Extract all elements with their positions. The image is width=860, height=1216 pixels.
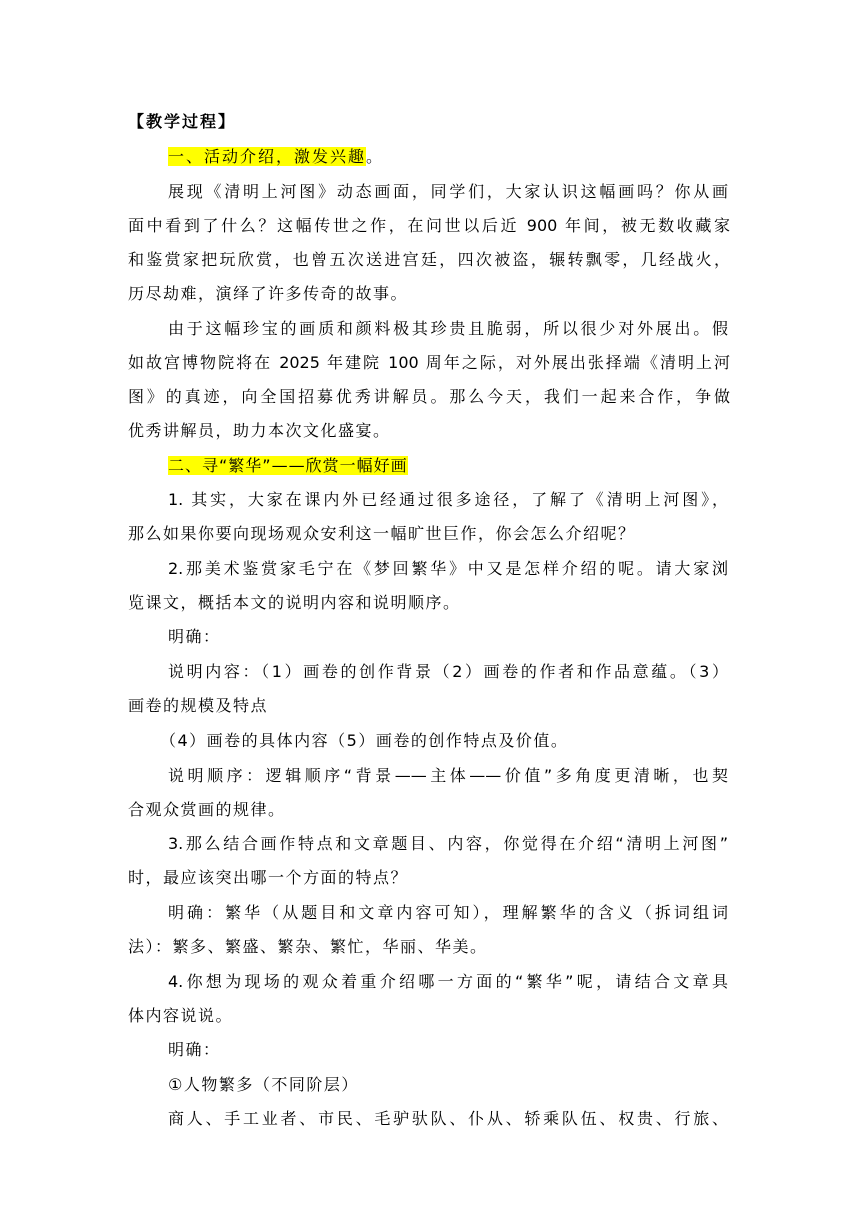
paragraph-line: 历尽劫难，演绎了许多传奇的故事。 [128, 284, 409, 303]
answer-line: 说明顺序：逻辑顺序“背景——主体——价值”多角度更清晰，也契 [168, 766, 728, 785]
list-item: ①人物繁多（不同阶层） [168, 1075, 359, 1094]
answer-line: 画卷的规模及特点 [128, 696, 269, 715]
answer-line: 说明内容：（1）画卷的创作背景（2）画卷的作者和作品意蕴。（3） [168, 662, 728, 681]
answer-line: 明确：繁华（从题目和文章内容可知），理解繁华的含义（拆词组词 [168, 903, 728, 922]
paragraph-line: 图》的真迹，向全国招募优秀讲解员。那么今天，我们一起来合作，争做 [128, 387, 730, 406]
answer-label: 明确： [168, 627, 221, 646]
part1-heading-highlight: 一、活动介绍，激发兴趣 [168, 147, 367, 166]
question-line: 时，最应该突出哪一个方面的特点？ [128, 868, 409, 887]
question-line: 3.那么结合画作特点和文章题目、内容，你觉得在介绍“清明上河图” [168, 834, 728, 853]
paragraph-line: 展现《清明上河图》动态画面，同学们，大家认识这幅画吗？你从画 [168, 182, 728, 201]
answer-line: 合观众赏画的规律。 [128, 800, 286, 819]
question-line: 4.你想为现场的观众着重介绍哪一方面的“繁华”呢，请结合文章具 [168, 972, 728, 991]
part1-heading-tail: 。 [366, 147, 385, 166]
paragraph-line: 如故宫博物院将在 2025 年建院 100 周年之际，对外展出张择端《清明上河 [128, 353, 730, 372]
part2-heading [168, 454, 408, 478]
question-line: 览课文，概括本文的说明内容和说明顺序。 [128, 593, 461, 612]
paragraph-line: 和鉴赏家把玩欣赏，也曾五次送进宫廷，四次被盗，辗转飘零，几经战火， [128, 250, 730, 269]
part2-heading-highlight: 二、寻“繁华”——欣赏一幅好画 [168, 456, 408, 475]
section-heading: 【教学过程】 [128, 112, 237, 131]
list-item-detail: 商人、手工业者、市民、毛驴驮队、仆从、轿乘队伍、权贵、行旅、 [168, 1109, 728, 1128]
question-line: 1. 其实，大家在课内外已经通过很多途径，了解了《清明上河图》， [168, 490, 728, 509]
paragraph-line: 由于这幅珍宝的画质和颜料极其珍贵且脆弱，所以很少对外展出。假 [168, 319, 728, 338]
question-line: 体内容说说。 [128, 1006, 234, 1025]
answer-line: 法）：繁多、繁盛、繁杂、繁忙，华丽、华美。 [128, 937, 488, 956]
answer-line: （4）画卷的具体内容（5）画卷的创作特点及价值。 [160, 731, 569, 750]
paragraph-line: 面中看到了什么？这幅传世之作，在问世以后近 900 年间，被无数收藏家 [128, 216, 730, 235]
question-line: 那么如果你要向现场观众安利这一幅旷世巨作，你会怎么介绍呢？ [128, 524, 636, 543]
part1-heading [168, 145, 384, 169]
answer-label: 明确： [168, 1040, 221, 1059]
question-line: 2.那美术鉴赏家毛宁在《梦回繁华》中又是怎样介绍的呢。请大家浏 [168, 559, 728, 578]
paragraph-line: 优秀讲解员，助力本次文化盛宴。 [128, 421, 391, 440]
